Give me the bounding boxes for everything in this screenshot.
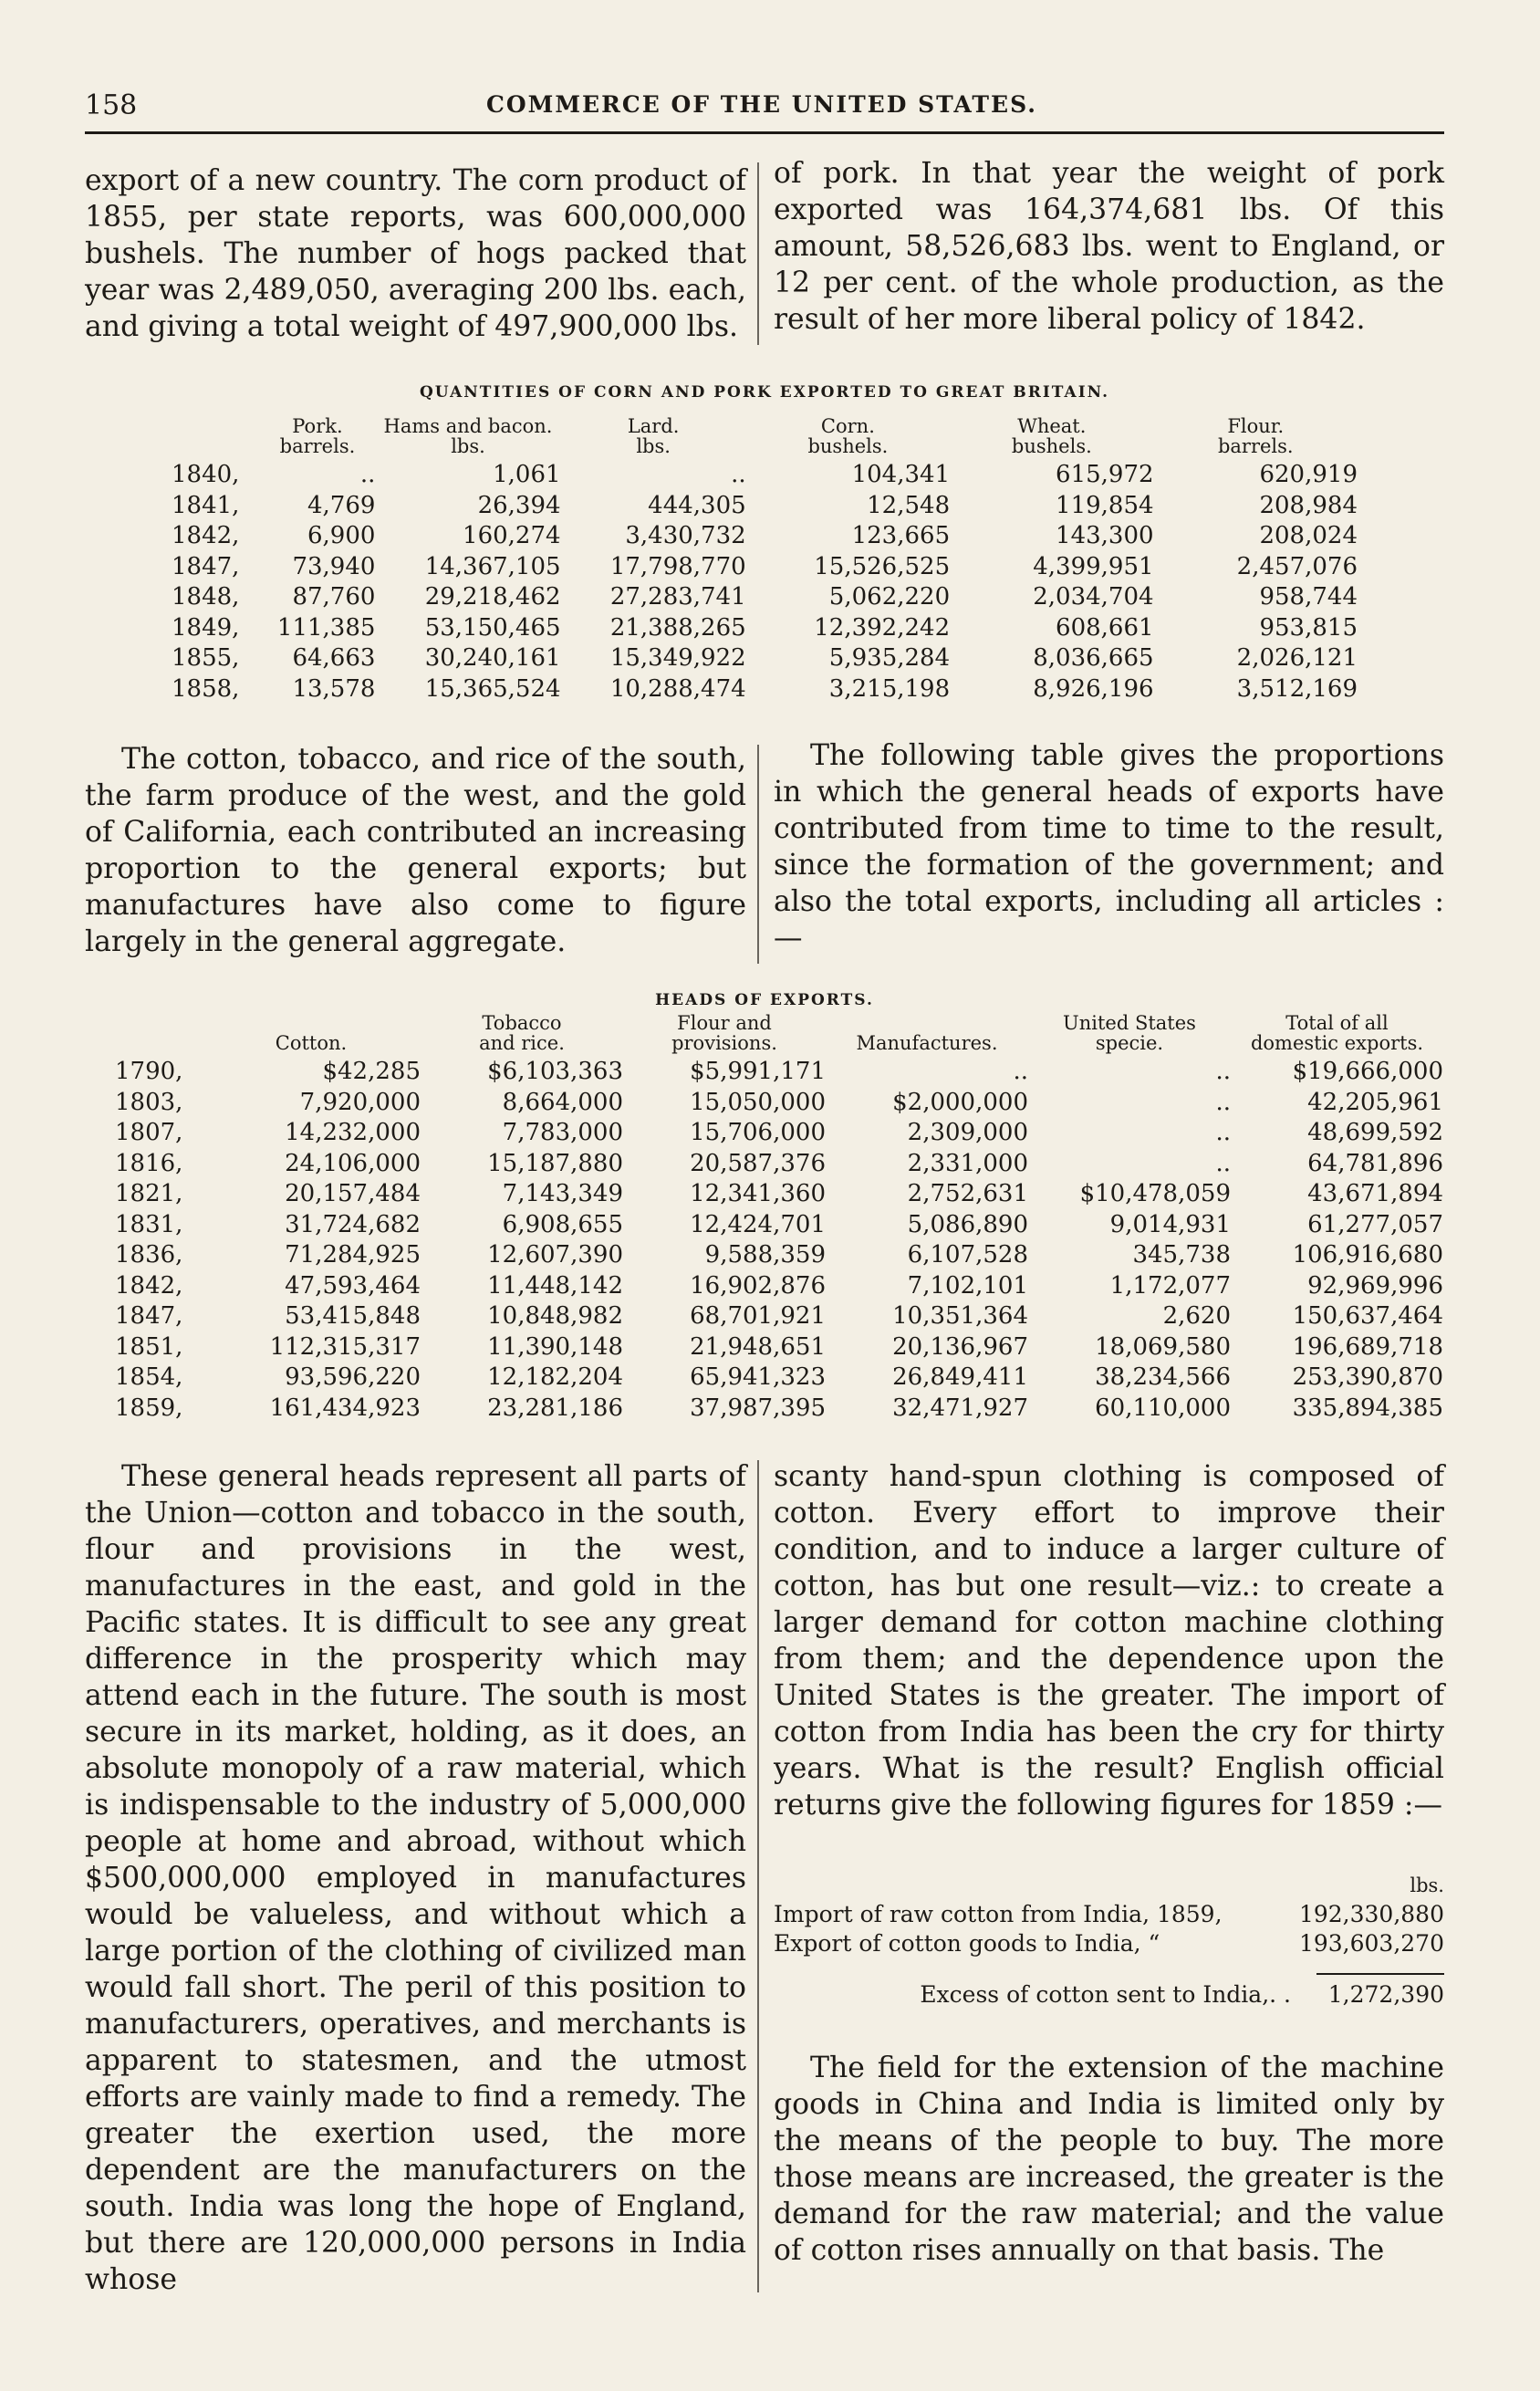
value-cell: .. (359, 461, 376, 488)
bottom-right-paragraph-1: scanty hand-spun clothing is composed of cotton. Every effort to improve their condition, and to induce a larger culture of cotton, has but one result—viz.: to create a larger demand for cotton machine clothing from them; and the dependence upon the United States is the greater. The import of cotton from India has been the cry for thirty years. What is the result? English official returns give the following figures for 1859 :— (774, 1460, 1444, 1822)
value-cell: 12,607,390 (487, 1241, 623, 1269)
table-row (172, 582, 1358, 613)
value-cell: 620,919 (1259, 461, 1358, 488)
table-row (115, 1179, 1443, 1210)
value-cell: 143,300 (1056, 522, 1154, 549)
value-cell: 161,434,923 (269, 1394, 421, 1422)
year-cell: 1854, (115, 1363, 183, 1391)
column-header-line: Manufactures. (856, 1032, 998, 1054)
table-row (172, 491, 1358, 522)
column-divider (757, 1460, 759, 2292)
table1-body (172, 460, 1358, 705)
value-cell: 160,274 (463, 522, 561, 549)
year-cell: 1831, (115, 1210, 183, 1238)
table2-body (115, 1057, 1443, 1424)
table-row (115, 1394, 1443, 1425)
value-cell: 4,769 (307, 491, 376, 519)
figure-value: 193,603,270 (1298, 1930, 1444, 1957)
value-cell: 21,388,265 (609, 613, 746, 642)
value-cell: 14,367,105 (424, 552, 561, 580)
value-cell: 5,062,220 (828, 583, 951, 611)
value-cell: .. (1215, 1149, 1231, 1177)
value-cell: 93,596,220 (285, 1363, 421, 1391)
middle-left-column (85, 741, 746, 960)
table-row (115, 1363, 1443, 1394)
value-cell: 1,061 (493, 461, 561, 488)
value-cell: .. (1215, 1088, 1231, 1116)
value-cell: .. (1215, 1058, 1231, 1085)
middle-right-paragraph: The following table gives the proportions in which the general heads of exports have contributed from time to time to the result, since the formation of the government; and also the total exports, including all articles :— (774, 739, 1444, 955)
excess-value: 1,272,390 (1316, 1973, 1444, 2010)
value-cell: 17,798,770 (609, 552, 746, 580)
year-cell: 1836, (115, 1241, 183, 1269)
value-cell: 11,448,142 (487, 1271, 623, 1300)
value-cell: 20,157,484 (285, 1180, 421, 1207)
year-cell: 1841, (172, 491, 240, 519)
column-header-line: barrels. (279, 435, 356, 457)
value-cell: 12,548 (867, 491, 951, 519)
value-cell: 12,182,204 (487, 1363, 623, 1391)
year-cell: 1807, (115, 1119, 183, 1146)
table-row (115, 1088, 1443, 1119)
column-header (826, 1013, 1028, 1057)
value-cell: $19,666,000 (1292, 1058, 1443, 1085)
value-cell: 345,738 (1132, 1241, 1231, 1269)
value-cell: 208,984 (1259, 491, 1358, 519)
figure-row (774, 1929, 1444, 1958)
figure-row (774, 1900, 1444, 1929)
value-cell: 8,664,000 (502, 1088, 623, 1116)
value-cell: 1,172,077 (1109, 1271, 1231, 1300)
table1-title: QUANTITIES OF CORN AND PORK EXPORTED TO GREAT BRITAIN. (419, 383, 1110, 402)
value-cell: 87,760 (292, 583, 376, 611)
column-header-line: Hams and bacon. (383, 415, 553, 437)
value-cell: 2,309,000 (907, 1119, 1028, 1146)
value-cell: $2,000,000 (892, 1088, 1028, 1116)
column-divider (757, 745, 759, 964)
column-header (1154, 416, 1358, 460)
table-row (115, 1240, 1443, 1271)
value-cell: 6,908,655 (502, 1210, 623, 1238)
table-row (115, 1149, 1443, 1180)
value-cell: 27,283,741 (609, 583, 746, 611)
column-header-line: domestic exports. (1250, 1032, 1424, 1054)
value-cell: 12,341,360 (690, 1180, 826, 1207)
column-header-line: Corn. (820, 415, 875, 437)
table-row (172, 613, 1358, 644)
value-cell: 68,701,921 (690, 1302, 826, 1330)
value-cell: 48,699,592 (1307, 1119, 1443, 1146)
column-header (421, 1013, 623, 1057)
header-rule (85, 131, 1444, 134)
figure-value: 192,330,880 (1298, 1901, 1444, 1927)
value-cell: 26,394 (477, 491, 561, 519)
top-right-paragraph: of pork. In that year the weight of pork exported was 164,374,681 lbs. Of this amount, 58,526,683 lbs. went to England, or 12 per cent. of the whole production, as the result of her more liberal policy of 1842. (774, 157, 1444, 336)
middle-right-column (774, 737, 1444, 956)
value-cell: 2,034,704 (1033, 583, 1154, 611)
value-cell: 335,894,385 (1292, 1394, 1443, 1422)
corn-pork-table (172, 416, 1358, 705)
table-row (115, 1301, 1443, 1332)
figure-label: Import of raw cotton from India, 1859, (774, 1901, 1223, 1927)
table2-header-row (115, 1013, 1443, 1057)
value-cell: 10,848,982 (487, 1302, 623, 1330)
value-cell: 30,240,161 (424, 644, 561, 672)
excess-row (774, 1973, 1444, 2010)
value-cell: 29,218,462 (424, 583, 561, 611)
value-cell: 10,288,474 (609, 674, 746, 703)
value-cell: 31,724,682 (285, 1210, 421, 1238)
value-cell: 119,854 (1056, 491, 1154, 519)
value-cell: 2,026,121 (1236, 644, 1358, 672)
value-cell: 444,305 (648, 491, 746, 519)
value-cell: 2,620 (1162, 1302, 1231, 1330)
value-cell: 5,086,890 (907, 1210, 1028, 1238)
value-cell: 7,920,000 (299, 1088, 421, 1116)
value-cell: 15,365,524 (424, 674, 561, 703)
year-cell: 1842, (172, 522, 240, 549)
bottom-left-paragraph: These general heads represent all parts of the Union—cotton and tobacco in the south, flour and provisions in the west, manufactures in the east, and gold in the Pacific states. It is difficult to see any great difference in the prosperity which may attend each in the future. The south is most secure in its market, holding, as it does, an absolute monopoly of a raw material, which is indispensable to the industry of 5,000,000 people at home and abroad, without which $500,000,000 employed in manufactures would be valueless, and without which a large portion of the clothing of civilized man would fall short. The peril of this position to manufacturers, operatives, and merchants is apparent to statesmen, and the utmost efforts are vainly made to find a remedy. The greater the exertion used, the more dependent are the manufacturers on the south. India was long the hope of England, but there are 120,000,000 persons in India whose (85, 1460, 746, 2296)
year-cell: 1855, (172, 644, 240, 672)
value-cell: 958,744 (1259, 583, 1358, 611)
column-header (115, 1013, 202, 1057)
value-cell: 7,143,349 (502, 1180, 623, 1207)
value-cell: 8,926,196 (1033, 674, 1154, 703)
column-header-line: and rice. (479, 1032, 565, 1054)
value-cell: 5,935,284 (828, 644, 951, 672)
value-cell: 32,471,927 (892, 1394, 1028, 1422)
value-cell: .. (1013, 1058, 1028, 1085)
value-cell: 12,424,701 (690, 1210, 826, 1238)
value-cell: 43,671,894 (1307, 1180, 1443, 1207)
bottom-right-column-2 (774, 2050, 1444, 2269)
value-cell: 9,014,931 (1109, 1210, 1231, 1238)
value-cell: 15,706,000 (690, 1119, 826, 1146)
column-header (1028, 1013, 1231, 1057)
value-cell: 608,661 (1056, 613, 1154, 642)
value-cell: 11,390,148 (487, 1332, 623, 1361)
table2-title: HEADS OF EXPORTS. (655, 991, 874, 1009)
value-cell: 71,284,925 (285, 1241, 421, 1269)
table-row (115, 1271, 1443, 1302)
value-cell: 38,234,566 (1095, 1363, 1231, 1391)
column-header-line: lbs. (451, 435, 485, 457)
table-row (115, 1210, 1443, 1241)
column-header-line: Tobacco (482, 1012, 562, 1034)
year-cell: 1859, (115, 1394, 183, 1422)
running-title: COMMERCE OF THE UNITED STATES. (486, 91, 1037, 118)
value-cell: 3,512,169 (1236, 674, 1358, 703)
unit-label: lbs. (1410, 1874, 1444, 1896)
value-cell: 9,588,359 (704, 1241, 826, 1269)
value-cell: 2,752,631 (907, 1180, 1028, 1207)
column-header-line: bushels. (807, 435, 889, 457)
year-cell: 1821, (115, 1180, 183, 1207)
column-header-line: barrels. (1217, 435, 1294, 457)
column-header-line: bushels. (1011, 435, 1092, 457)
value-cell: 14,232,000 (285, 1119, 421, 1146)
value-cell: 20,136,967 (892, 1332, 1028, 1361)
value-cell: 104,341 (851, 461, 951, 488)
value-cell: 3,215,198 (828, 674, 951, 703)
value-cell: 16,902,876 (690, 1271, 826, 1300)
column-header (202, 1013, 421, 1057)
value-cell: $6,103,363 (487, 1058, 623, 1085)
value-cell: 112,315,317 (269, 1332, 421, 1361)
value-cell: 2,331,000 (907, 1149, 1028, 1177)
heads-of-exports-table (115, 1013, 1443, 1424)
value-cell: 26,849,411 (892, 1363, 1028, 1391)
value-cell: 15,526,525 (814, 552, 951, 580)
value-cell: 196,689,718 (1292, 1332, 1443, 1361)
value-cell: $5,991,171 (690, 1058, 826, 1085)
value-cell: 15,349,922 (609, 644, 746, 672)
value-cell: 13,578 (292, 674, 376, 703)
value-cell: 123,665 (851, 522, 951, 549)
value-cell: 615,972 (1056, 461, 1154, 488)
value-cell: 92,969,996 (1307, 1271, 1443, 1300)
column-header (561, 416, 746, 460)
column-header-line: specie. (1095, 1032, 1164, 1054)
table-row (172, 460, 1358, 491)
column-header-line: lbs. (636, 435, 671, 457)
table-row (115, 1057, 1443, 1088)
value-cell: 53,150,465 (424, 613, 561, 642)
value-cell: $42,285 (322, 1058, 421, 1085)
column-header-line: Wheat. (1017, 415, 1087, 437)
middle-left-paragraph: The cotton, tobacco, and rice of the south, the farm produce of the west, and the gold of California, each contributed an increasing proportion to the general exports; but manufactures have also come to figure largely in the general aggregate. (85, 743, 746, 958)
table-row (172, 643, 1358, 674)
value-cell: 24,106,000 (285, 1149, 421, 1177)
bottom-left-column (85, 1458, 746, 2298)
value-cell: 61,277,057 (1307, 1210, 1443, 1238)
value-cell: 4,399,951 (1033, 552, 1154, 580)
value-cell: 53,415,848 (285, 1302, 421, 1330)
column-header (259, 416, 375, 460)
value-cell: .. (1215, 1119, 1231, 1146)
year-cell: 1803, (115, 1088, 183, 1116)
table-row (115, 1332, 1443, 1363)
year-cell: 1816, (115, 1149, 183, 1177)
table-row (172, 674, 1358, 705)
bottom-right-paragraph-2: The field for the extension of the machine goods in China and India is limited only by the means of the people to buy. The more those means are increased, the greater is the demand for the raw material; and the value of cotton rises annually on that basis. The (774, 2052, 1444, 2267)
value-cell: 12,392,242 (814, 613, 951, 642)
value-cell: 65,941,323 (690, 1363, 826, 1391)
excess-label: Excess of cotton sent to India,. . (920, 1981, 1291, 2008)
top-right-column (774, 155, 1444, 338)
column-header (1231, 1013, 1443, 1057)
value-cell: 8,036,665 (1033, 644, 1154, 672)
value-cell: 253,390,870 (1292, 1363, 1443, 1391)
column-header (623, 1013, 826, 1057)
value-cell: 150,637,464 (1292, 1302, 1443, 1330)
value-cell: $10,478,059 (1079, 1180, 1231, 1207)
column-header (172, 416, 259, 460)
page-number: 158 (85, 89, 138, 121)
column-header-line: Cotton. (275, 1032, 348, 1054)
year-cell: 1842, (115, 1271, 183, 1300)
value-cell: 42,205,961 (1307, 1088, 1443, 1116)
value-cell: 6,900 (307, 522, 376, 549)
value-cell: 23,281,186 (487, 1394, 623, 1422)
column-divider (757, 162, 759, 345)
bottom-right-column (774, 1458, 1444, 1823)
value-cell: 6,107,528 (907, 1241, 1028, 1269)
value-cell: 21,948,651 (690, 1332, 826, 1361)
value-cell: 37,987,395 (690, 1394, 826, 1422)
value-cell: 7,783,000 (502, 1119, 623, 1146)
column-header-line: Lard. (627, 415, 680, 437)
value-cell: 47,593,464 (285, 1271, 421, 1300)
year-cell: 1851, (115, 1332, 183, 1361)
value-cell: 18,069,580 (1095, 1332, 1231, 1361)
column-header-line: Flour and (677, 1012, 772, 1034)
table-row (115, 1118, 1443, 1149)
column-header (950, 416, 1153, 460)
year-cell: 1790, (115, 1058, 183, 1085)
value-cell: .. (731, 461, 746, 488)
column-header-line: provisions. (671, 1032, 777, 1054)
value-cell: 2,457,076 (1236, 552, 1358, 580)
year-cell: 1849, (172, 613, 240, 642)
table1-header-row (172, 416, 1358, 460)
column-header (746, 416, 950, 460)
figure-label: Export of cotton goods to India, “ (774, 1930, 1160, 1957)
value-cell: 20,587,376 (690, 1149, 826, 1177)
year-cell: 1858, (172, 674, 240, 703)
value-cell: 953,815 (1259, 613, 1358, 642)
cotton-india-figures (774, 1871, 1444, 2010)
value-cell: 106,916,680 (1292, 1241, 1443, 1269)
value-cell: 73,940 (292, 552, 376, 580)
value-cell: 7,102,101 (907, 1271, 1028, 1300)
value-cell: 208,024 (1259, 522, 1358, 549)
table-row (172, 521, 1358, 552)
column-header-line: Flour. (1227, 415, 1285, 437)
value-cell: 15,187,880 (487, 1149, 623, 1177)
year-cell: 1848, (172, 583, 240, 611)
year-cell: 1847, (115, 1302, 183, 1330)
year-cell: 1840, (172, 461, 240, 488)
value-cell: 60,110,000 (1095, 1394, 1231, 1422)
year-cell: 1847, (172, 552, 240, 580)
value-cell: 3,430,732 (625, 522, 746, 549)
value-cell: 10,351,364 (892, 1302, 1028, 1330)
column-header-line: Pork. (292, 415, 343, 437)
column-header-line: Total of all (1285, 1012, 1389, 1034)
value-cell: 111,385 (276, 613, 376, 642)
table-row (172, 552, 1358, 583)
value-cell: 15,050,000 (690, 1088, 826, 1116)
column-header-line: United States (1063, 1012, 1196, 1034)
column-header (375, 416, 560, 460)
value-cell: 64,663 (292, 644, 376, 672)
top-left-column (85, 162, 746, 345)
value-cell: 64,781,896 (1307, 1149, 1443, 1177)
top-left-paragraph: export of a new country. The corn product of 1855, per state reports, was 600,000,000 bushels. The number of hogs packed that year was 2,489,050, averaging 200 lbs. each, and giving a total weight of 497,900,000 lbs. (85, 164, 746, 343)
page-header (85, 89, 1444, 126)
